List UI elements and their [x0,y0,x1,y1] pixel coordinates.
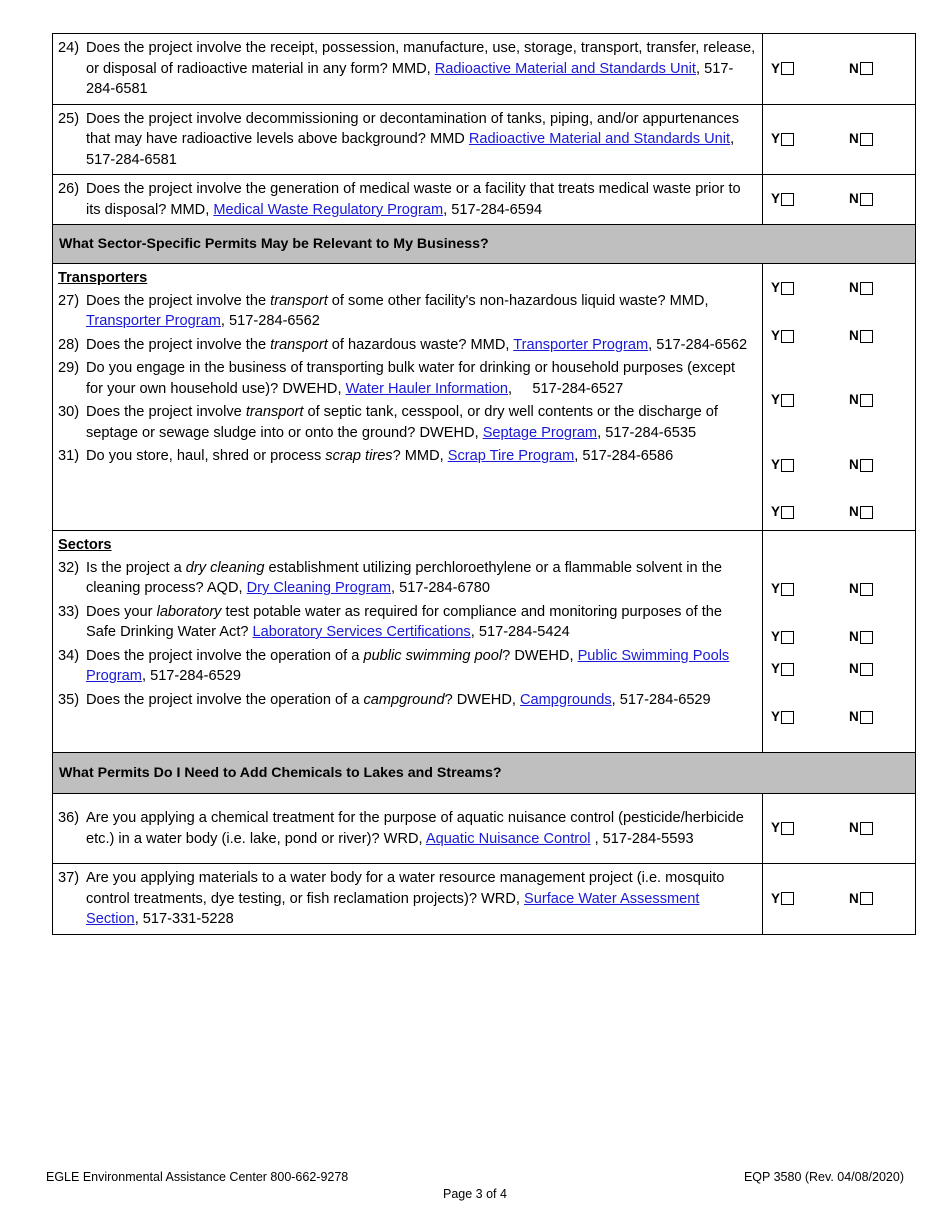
checkbox-icon [781,892,794,905]
septage-program-link[interactable]: Septage Program [482,424,598,441]
checkbox-icon [781,459,794,472]
page-number: Page 3 of 4 [443,1187,507,1201]
yes-no-options-32 [763,579,873,600]
checkbox-icon [860,583,873,596]
question-row-25 [53,104,916,175]
yes-checkbox[interactable]: Y [771,390,794,411]
checkbox-icon [860,711,873,724]
checkbox-icon [860,193,873,206]
yes-checkbox[interactable]: Y [771,579,794,600]
question-text: Does the project involve the receipt, possession, manufacture, use, storage, transport, transfer, release, or disposal of radioactive material in any form? MMD, [86,40,756,77]
yes-checkbox[interactable]: Y [771,889,794,910]
question-32: 32) Is the project a dry cleaning establishment utilizing perchloroethylene or a flammable solvent in the cleaning process? AQD, Dry Cleaning Program, 517-284-6780 [58,559,722,596]
no-checkbox[interactable]: N [849,326,873,347]
question-row-26 [53,175,916,225]
yes-no-options [763,129,915,150]
question-text: Does the project involve decommissioning or decontamination of tanks, piping, and/or appurtenances that may have radioactive levels above background? MMD [86,110,740,147]
phone-number: , 517-284-6581 [86,131,735,168]
section-header-chemicals [53,753,916,794]
checkbox-icon [860,282,873,295]
yes-checkbox[interactable]: Y [771,189,794,210]
form-revision: EQP 3580 (Rev. 04/08/2020) [743,1170,904,1184]
checkbox-icon [860,631,873,644]
no-checkbox[interactable]: N [849,579,873,600]
lab-certifications-link[interactable]: Laboratory Services Certifications [252,624,471,640]
checkbox-icon [860,459,873,472]
no-checkbox[interactable]: N [849,189,873,210]
footer-contact: EGLE Environmental Assistance Center 800-662-9278 [46,1170,349,1184]
question-text: Does the project involve the generation of medical waste or a facility that treats medical waste prior to its disposal? MMD, [86,181,741,218]
water-hauler-link[interactable]: Water Hauler Information [345,380,509,397]
yes-checkbox[interactable]: Y [771,129,794,150]
checkbox-icon [781,330,794,343]
transporters-block [53,264,916,531]
sectors-block [53,531,916,753]
checkbox-icon [781,583,794,596]
yes-checkbox[interactable]: Y [771,659,794,680]
yes-checkbox[interactable]: Y [771,59,794,80]
dry-cleaning-link[interactable]: Dry Cleaning Program [246,580,391,596]
yes-no-options-33 [763,627,873,648]
question-33: 33) Does your laboratory test potable water as required for compliance and monitoring purposes of the Safe Drinking Water Act? Laboratory Services Certifications, 517-284-5424 [58,603,723,640]
question-row-36 [53,794,916,864]
no-checkbox[interactable]: N [849,707,873,728]
no-checkbox[interactable]: N [849,889,873,910]
question-number: 26) [58,181,80,197]
checkbox-icon [781,133,794,146]
phone-number: , 517-284-6594 [443,201,543,218]
medical-waste-link[interactable]: Medical Waste Regulatory Program [213,201,444,218]
checkbox-icon [860,394,873,407]
subsection-title-transporters: Transporters [58,270,148,286]
yes-no-options-30 [763,455,873,476]
no-checkbox[interactable]: N [849,129,873,150]
checkbox-icon [781,62,794,75]
swimming-pools-link[interactable]: Public Swimming Pools Program [86,647,730,684]
checkbox-icon [781,282,794,295]
question-31: 31) Do you store, haul, shred or process scrap tires? MMD, Scrap Tire Program, 517-284-6586 [58,448,674,464]
yes-checkbox[interactable]: Y [771,818,794,839]
yes-checkbox[interactable]: Y [771,707,794,728]
yes-no-options-28 [763,326,873,347]
question-36: 36) Are you applying a chemical treatment for the purpose of aquatic nuisance control (pesticide/herbicide etc.) in a water body (i.e. lake, pond or river)? WRD, Aquatic Nuisance Control , 517-284-5593 [58,810,744,847]
section-title: What Permits Do I Need to Add Chemicals to Lakes and Streams? [53,753,916,794]
yes-checkbox[interactable]: Y [771,627,794,648]
yes-no-options [763,189,915,210]
checkbox-icon [781,506,794,519]
transporter-program-link[interactable]: Transporter Program [86,313,221,329]
radioactive-material-link[interactable]: Radioactive Material and Standards Unit [468,131,731,147]
question-29: 29) Do you engage in the business of transporting bulk water for drinking or household purposes (except for your own household use)? DWEHD, Water Hauler Information, 517-284-6527 [58,360,736,397]
checkbox-icon [860,822,873,835]
question-37: 37) Are you applying materials to a water body for a water resource management project (i.e. mosquito control treatments, dye testing, or fish reclamation projects)? WRD, Surface Water Assessment Section, 517-331-5228 [58,870,725,927]
question-27: 27) Does the project involve the transport of some other facility's non-hazardous liquid waste? MMD, Transporter Program, 517-284-6562 [58,292,709,329]
yes-checkbox[interactable]: Y [771,502,794,523]
no-checkbox[interactable]: N [849,278,873,299]
no-checkbox[interactable]: N [849,390,873,411]
checkbox-icon [781,193,794,206]
checkbox-icon [860,133,873,146]
no-checkbox[interactable]: N [849,59,873,80]
yes-checkbox[interactable]: Y [771,455,794,476]
yes-checkbox[interactable]: Y [771,278,794,299]
yes-no-options-35 [763,707,873,728]
no-checkbox[interactable]: N [849,502,873,523]
yes-checkbox[interactable]: Y [771,326,794,347]
question-35: 35) Does the project involve the operation of a campground? DWEHD, Campgrounds, 517-284-6529 [58,691,711,708]
question-row-24 [53,34,916,105]
question-number: 24) [58,40,80,56]
checkbox-icon [860,892,873,905]
scrap-tire-link[interactable]: Scrap Tire Program [447,448,575,464]
no-checkbox[interactable]: N [849,659,873,680]
checkbox-icon [781,822,794,835]
campgrounds-link[interactable]: Campgrounds [520,691,612,708]
question-25 [58,109,756,171]
section-title: What Sector-Specific Permits May be Relevant to My Business? [53,225,916,264]
checkbox-icon [860,506,873,519]
no-checkbox[interactable]: N [849,627,873,648]
question-30: 30) Does the project involve transport of septic tank, cesspool, or dry well contents or the discharge of septage or sewage sludge into or onto the ground? DWEHD, Septage Program, 517-284-6535 [58,404,718,441]
yes-no-options-27 [763,278,873,299]
transporter-program-link[interactable]: Transporter Program [513,336,649,353]
question-24 [58,38,756,100]
checkbox-icon [860,62,873,75]
question-26 [58,179,756,220]
question-number: 25) [58,110,80,127]
checkbox-icon [781,663,794,676]
no-checkbox[interactable]: N [849,455,873,476]
surface-water-assessment-link[interactable]: Surface Water Assessment Section [86,890,700,927]
aquatic-nuisance-link[interactable]: Aquatic Nuisance Control [425,830,591,847]
phone-number: , 517-284-6581 [86,60,734,97]
question-28: 28) Does the project involve the transport of hazardous waste? MMD, Transporter Program, 517-284-6562 [58,336,748,353]
section-header-sector-permits [53,225,916,264]
checkbox-icon [860,330,873,343]
subsection-title-sectors: Sectors [58,537,112,553]
yes-no-options [763,818,915,839]
yes-no-options-34 [763,659,873,680]
yes-no-options-29 [763,390,873,411]
radioactive-material-link[interactable]: Radioactive Material and Standards Unit [434,60,696,77]
yes-no-options [763,59,915,80]
question-34: 34) Does the project involve the operation of a public swimming pool? DWEHD, Public Swimming Pools Program, 517-284-6529 [58,647,730,684]
permit-questionnaire-table [52,33,916,935]
yes-no-options-31 [763,502,873,523]
checkbox-icon [781,631,794,644]
checkbox-icon [781,394,794,407]
no-checkbox[interactable]: N [849,818,873,839]
yes-no-options [763,889,915,910]
checkbox-icon [860,663,873,676]
question-row-37 [53,864,916,935]
checkbox-icon [781,711,794,724]
